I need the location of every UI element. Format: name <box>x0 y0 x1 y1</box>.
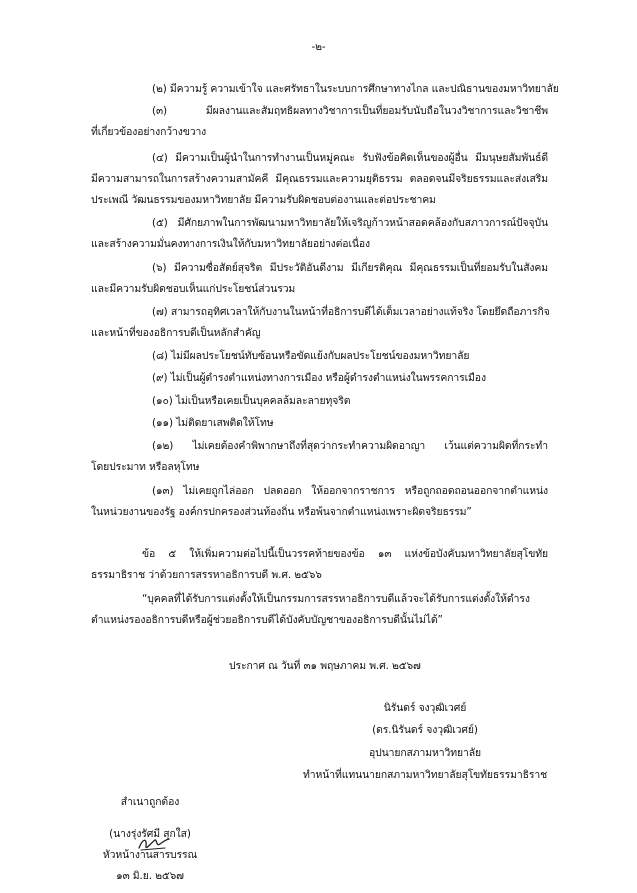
item-number: (๖) <box>152 262 167 274</box>
item-6-line1 <box>152 261 548 275</box>
clause5-line2: ธรรมาธิราช ว่าด้วยการสรรหาอธิการบดี พ.ศ. ๒๕๖๖ <box>91 569 322 581</box>
item-8 <box>152 349 469 363</box>
item-number: (๑๒) <box>152 440 174 452</box>
item-number: (๗) <box>152 306 168 318</box>
clause5-quote-line2: ตำแหน่งรองอธิการบดีหรือผู้ช่วยอธิการบดีได้บังคับบัญชาของอธิการบดีนั้นไม่ได้” <box>91 614 443 626</box>
item-number: (๙) <box>152 372 168 384</box>
item-number: (๑๑) <box>152 417 173 429</box>
item-text: ไม่เคยถูกไล่ออก ปลดออก ให้ออกจากราชการ หรือถูกถอดถอนออกจากตำแหน่ง <box>183 485 548 497</box>
item-3-line2: ที่เกี่ยวข้องอย่างกว้างขวาง <box>91 126 207 138</box>
item-5-line1 <box>152 216 548 230</box>
copy-certified: สำเนาถูกต้อง <box>120 796 180 808</box>
item-text: ไม่เป็นผู้ดำรงตำแหน่งทางการเมือง หรือผู้ดำรงตำแหน่งในพรรคการเมือง <box>170 372 486 384</box>
item-text: ไม่มีผลประโยชน์ทับซ้อนหรือขัดแย้งกับผลประโยชน์ของมหาวิทยาลัย <box>171 350 470 362</box>
item-number: (๓) <box>152 105 167 117</box>
item-number: (๔) <box>152 152 168 164</box>
clause5-quote-line1: “บุคคลที่ได้รับการแต่งตั้งให้เป็นกรรมการสรรหาอธิการบดีแล้วจะได้รับการแต่งตั้งให้ดำรง <box>142 593 530 605</box>
item-text: ไม่ติดยาเสพติดให้โทษ <box>176 417 274 429</box>
item-number: (๕) <box>152 217 168 229</box>
item-12-line1 <box>152 439 548 453</box>
page-number: -๒- <box>311 41 326 53</box>
signer-position: อุปนายกสภามหาวิทยาลัย <box>369 747 481 759</box>
signer-acting: ทำหน้าที่แทนนายกสภามหาวิทยาลัยสุโขทัยธรรมาธิราช <box>302 769 548 781</box>
item-9 <box>152 371 486 385</box>
item-text: ไม่เป็นหรือเคยเป็นบุคคลล้มละลายทุจริต <box>175 395 351 407</box>
item-text: สามารถอุทิศเวลาให้กับงานในหน้าที่อธิการบดีได้เต็มเวลาอย่างแท้จริง โดยยึดถือภารกิจ <box>170 306 550 318</box>
item-text: ไม่เคยต้องคำพิพากษาถึงที่สุดว่ากระทำความผิดอาญา เว้นแต่ความผิดที่กระทำ <box>192 440 548 452</box>
signer-name-paren: (ดร.นิรันดร์ จงวุฒิเวศย์) <box>372 724 478 736</box>
copy-date: ๑๓ มิ.ย. ๒๕๖๗ <box>116 870 184 882</box>
item-text: มีผลงานและสัมฤทธิผลทางวิชาการเป็นที่ยอมรับนับถือในวงวิชาการและวิชาชีพ <box>205 105 548 117</box>
copy-position: หัวหน้างานสารบรรณ <box>102 849 198 861</box>
item-2 <box>152 82 559 96</box>
signer-name: นิรันดร์ จงวุฒิเวศย์ <box>383 702 467 714</box>
item-13-line1 <box>152 484 548 498</box>
item-10 <box>152 394 350 408</box>
item-6-line2: และมีความรับผิดชอบเห็นแก่ประโยชน์ส่วนรวม <box>91 283 296 295</box>
item-text: มีความซื่อสัตย์สุจริต มีประวัติอันดีงาม มีเกียรติคุณ มีคุณธรรมเป็นที่ยอมรับในสังคม <box>173 262 549 274</box>
item-text: มีความรู้ ความเข้าใจ และศรัทธาในระบบการศึกษาทางไกล และปณิธานของมหาวิทยาลัย <box>169 83 559 95</box>
item-text: มีศักยภาพในการพัฒนามหาวิทยาลัยให้เจริญก้าวหน้าสอดคล้องกับสภาวการณ์ปัจจุบัน <box>177 217 548 229</box>
announce-date: ประกาศ ณ วันที่ ๓๑ พฤษภาคม พ.ศ. ๒๕๖๗ <box>229 660 421 672</box>
item-number: (๘) <box>152 350 168 362</box>
item-4-line2: มีความสามารถในการสร้างความสามัคคี มีคุณธรรมและความยุติธรรม ตลอดจนมีจริยธรรมและส่งเสริม <box>91 173 548 185</box>
item-number: (๑๐) <box>152 395 173 407</box>
item-number: (๑๓) <box>152 485 174 497</box>
item-5-line2: และสร้างความมั่นคงทางการเงินให้กับมหาวิทยาลัยอย่างต่อเนื่อง <box>91 238 371 250</box>
item-3-line1 <box>152 104 548 118</box>
item-13-line2: ในหน่วยงานของรัฐ องค์กรปกครองส่วนท้องถิ่น หรือพ้นจากตำแหน่งเพราะผิดจริยธรรม” <box>91 506 472 518</box>
item-7-line2: และหน้าที่ของอธิการบดีเป็นหลักสำคัญ <box>91 327 261 339</box>
item-7-line1 <box>152 305 548 319</box>
item-4-line1 <box>152 151 548 165</box>
item-4-line3: ประเพณี วัฒนธรรมของมหาวิทยาลัย มีความรับผิดชอบต่องานและต่อประชาคม <box>91 194 436 206</box>
item-text: มีความเป็นผู้นำในการทำงานเป็นหมู่คณะ รับฟังข้อคิดเห็นของผู้อื่น มีมนุษยสัมพันธ์ดี <box>175 152 548 164</box>
item-number: (๒) <box>152 83 167 95</box>
clause5-line1: ข้อ ๕ ให้เพิ่มความต่อไปนี้เป็นวรรคท้ายของข้อ ๑๓ แห่งข้อบังคับมหาวิทยาลัยสุโขทัย <box>142 548 548 560</box>
item-12-line2: โดยประมาท หรือลหุโทษ <box>91 461 200 473</box>
item-11 <box>152 416 273 430</box>
copy-name: (นางรุ่งรัศมี สุกใส) <box>109 828 191 840</box>
